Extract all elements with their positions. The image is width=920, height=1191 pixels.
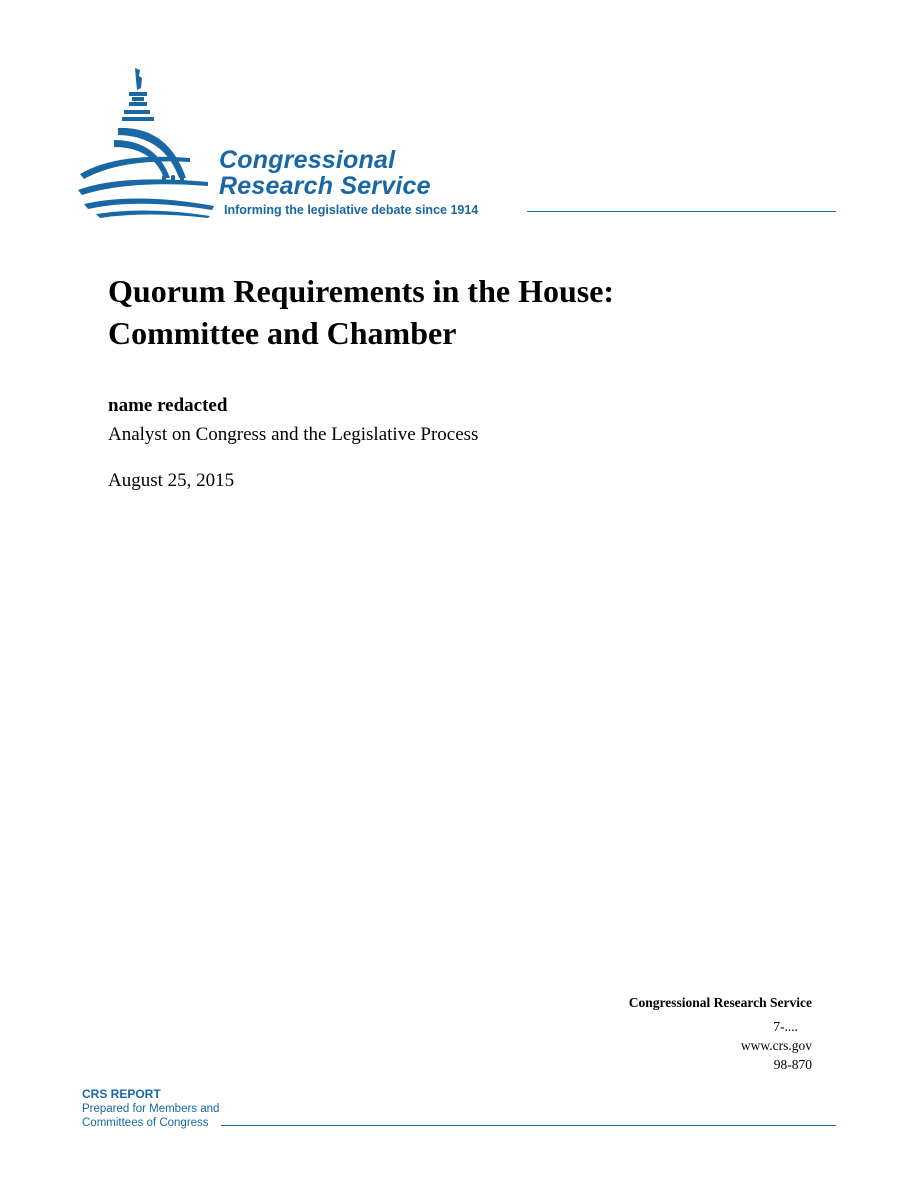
logo-tagline: Informing the legislative debate since 1914 — [224, 203, 479, 217]
footer-website: www.crs.gov — [740, 1038, 812, 1053]
header-divider — [527, 211, 836, 212]
logo-wordmark-congressional: Congressional — [219, 146, 396, 174]
report-date: August 25, 2015 — [108, 470, 235, 491]
crs-report-label: CRS REPORT — [82, 1087, 161, 1101]
author-role: Analyst on Congress and the Legislative Process — [108, 424, 479, 445]
footer-phone: 7-.... — [773, 1019, 798, 1034]
report-title-line1: Quorum Requirements in the House: — [108, 273, 615, 309]
prepared-for-line2: Committees of Congress — [82, 1117, 209, 1129]
footer-contact-block — [629, 992, 812, 1074]
report-title-line2: Committee and Chamber — [108, 315, 457, 351]
footer-org-name: Congressional Research Service — [628, 995, 812, 1010]
logo-wordmark-research-service: Research Service — [219, 172, 431, 200]
capitol-dome-icon — [78, 66, 218, 218]
footer-report-number: 98-870 — [773, 1057, 812, 1072]
author-name: name redacted — [108, 395, 228, 416]
prepared-for-line1: Prepared for Members and — [82, 1103, 220, 1115]
report-title — [108, 270, 808, 354]
footer-divider — [221, 1125, 836, 1126]
